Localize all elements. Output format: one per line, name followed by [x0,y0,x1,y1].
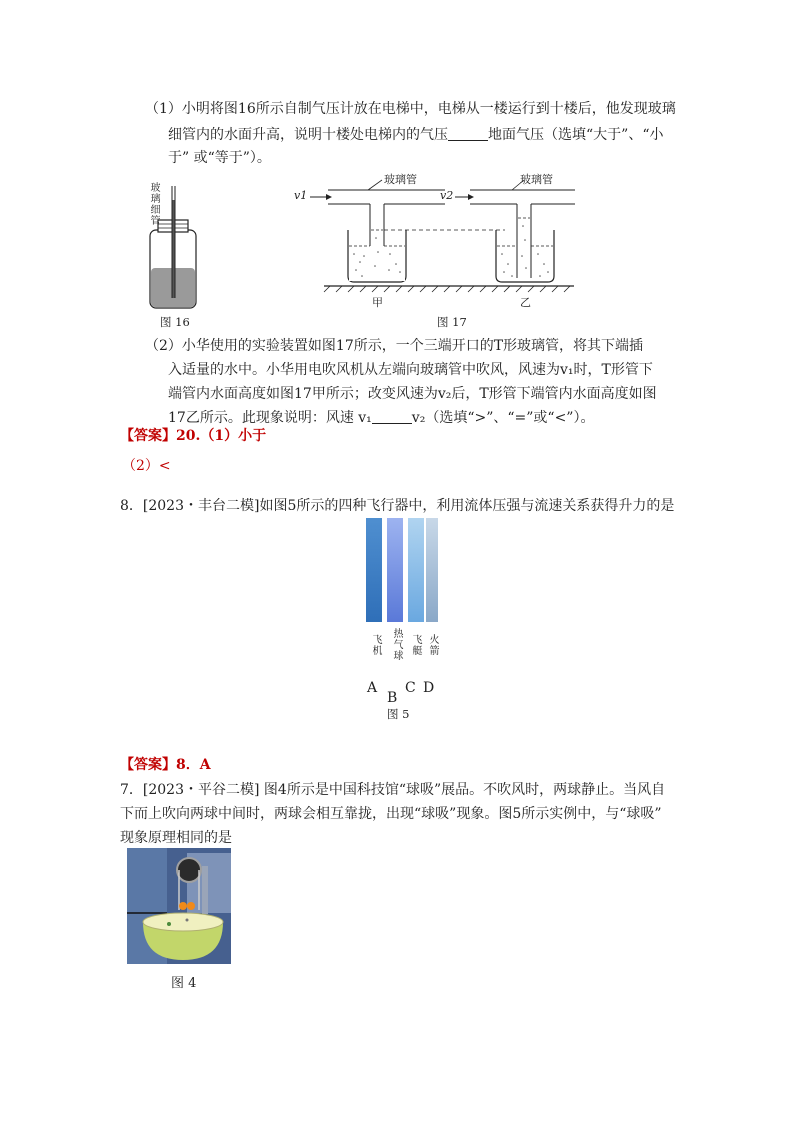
q20-part1-line2a: 细管内的水面升高，说明十楼处电梯内的气压 [168,127,448,143]
q20-part2-line1: （2）小华使用的实验装置如图17所示，一个三端开口的T形玻璃管，将其下端插 [145,338,644,354]
option-d-letter: D [423,680,435,696]
q8-option-images [366,518,438,626]
glass-tube-label: 玻璃细管 [148,182,159,226]
q20-answer-2: （2）< [122,458,171,474]
glass-tube-label-right: 玻璃管 [520,173,553,186]
ball-suction-exhibit [127,848,231,964]
q20-part2-line2: 入适量的水中。小华用电吹风机从左端向玻璃管中吹风，风速为v₁时，T形管下 [168,362,653,378]
barometer-diagram [132,180,212,330]
answer-text: 20.（1）小于 [176,428,267,444]
q20-part1-line2 [168,123,663,147]
glass-tube-label-left: 玻璃管 [384,173,417,186]
answer-blank [372,409,412,424]
figure-16 [132,180,212,330]
option-b-letter: B [387,690,398,706]
option-d-name: 火箭 [427,634,438,656]
fig4-photo [127,848,231,964]
answer-text: 8．A [176,757,211,773]
q7-line2: 下而上吹向两球中间时，两球会相互靠拢，出现“球吸”现象。图5所示实例中，与“球吸” [120,806,662,822]
answer-label: 【答案】 [120,428,176,444]
v1-label: v1 [294,189,308,202]
label-yi: 乙 [520,296,531,309]
fig5-caption: 图 5 [387,707,410,721]
q20-part1-line1: （1）小明将图16所示自制气压计放在电梯中，电梯从一楼运行到十楼后，他发现玻璃 [145,101,676,117]
option-c-letter: C [405,680,416,696]
answer-blank [448,126,488,141]
option-b-name: 热气球 [391,628,402,661]
q20-part2-line3: 端管内水面高度如图17甲所示；改变风速为v₂后，T形管下端管内水面高度如图 [168,386,657,402]
q7-line3: 现象原理相同的是 [120,830,232,846]
q20-answer [120,424,266,448]
hot-air-balloon-image [387,518,403,622]
q20-part1-line2b: 地面气压（选填“大于”、“小 [488,127,664,143]
q8-answer [120,753,211,777]
airship-image [408,518,424,622]
v2-label: v2 [440,189,454,202]
airplane-image [366,518,382,622]
q20-part2-line4b: v₂（选填“>”、“=”或“<”）。 [411,410,595,426]
q20-part1-line3: 于” 或“等于”）。 [168,150,271,166]
answer-label: 【答案】 [120,757,176,773]
figure-17 [290,168,590,318]
q8-stem: 8．[2023・丰台二模]如图5所示的四种飞行器中，利用流体压强与流速关系获得升力的是 [120,498,675,514]
label-jia: 甲 [372,296,383,309]
option-a-letter: A [367,680,378,696]
rocket-image [426,518,438,622]
fig17-caption: 图 17 [437,315,467,329]
q20-part2-line4a: 17乙所示。此现象说明：风速 v₁ [168,410,372,426]
fig4-caption: 图 4 [171,976,197,991]
option-a-name: 飞机 [370,634,381,656]
option-c-name: 飞艇 [410,634,421,656]
q7-line1: 7．[2023・平谷二模] 图4所示是中国科技馆“球吸”展品。不吹风时，两球静止。当风自 [120,782,666,798]
fig16-caption: 图 16 [160,315,190,329]
